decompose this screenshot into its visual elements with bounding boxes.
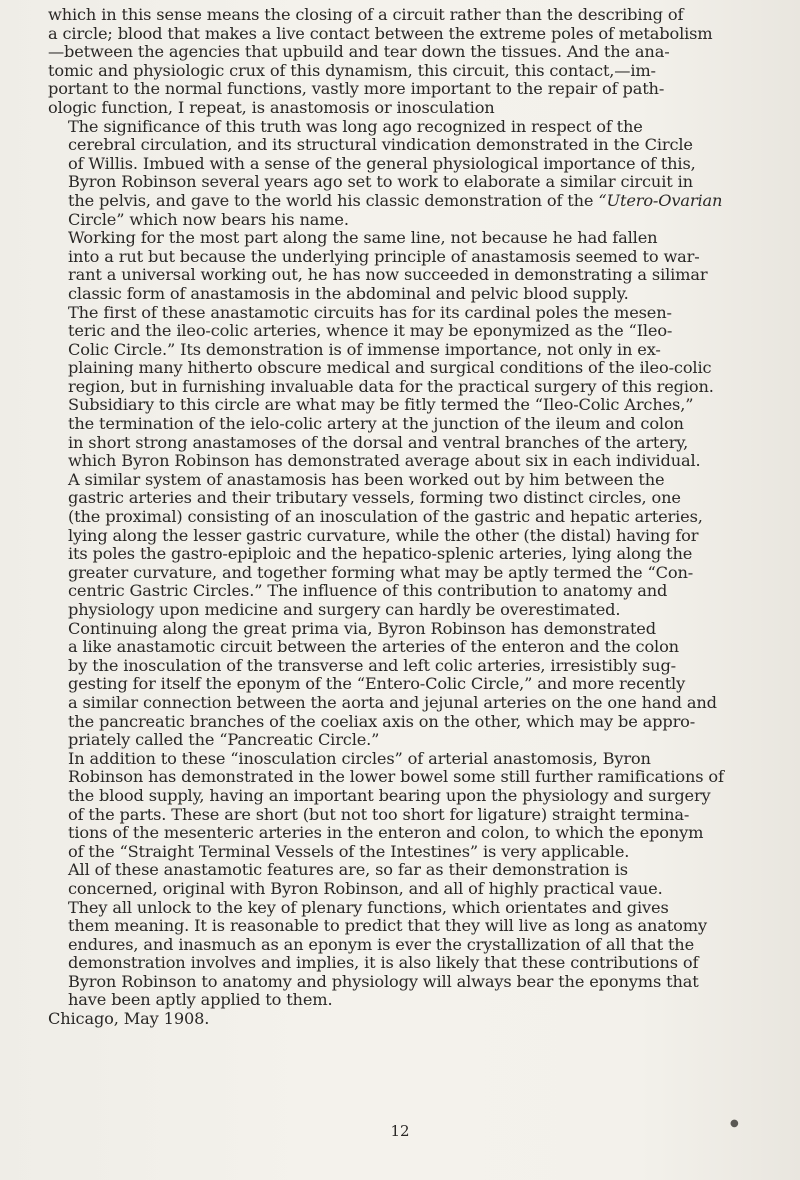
dateline	[48, 1010, 796, 1029]
text-line: greater curvature, and together forming what may be aptly termed the “Con-	[68, 562, 694, 582]
text-line: Colic Circle.” Its demonstration is of immense importance, not only in ex-	[68, 339, 661, 359]
text-line: a circle; blood that makes a live contact between the extreme poles of metabolism	[48, 23, 713, 43]
text-line: concerned, original with Byron Robinson, and all of highly practical vaue.	[68, 878, 663, 898]
text-line: region, but in furnishing invaluable data for the practical surgery of this region.	[68, 376, 714, 396]
text-line: tions of the mesenteric arteries in the enteron and colon, to which the eponym	[68, 823, 704, 843]
text-line: into a rut but because the underlying principle of anastamosis seemed to war-	[68, 246, 700, 266]
text-line: a like anastamotic circuit between the arteries of the enteron and the colon	[68, 637, 679, 657]
text-line: centric Gastric Circles.” The influence of this contribution to anatomy and	[68, 581, 668, 601]
paragraph-8	[48, 861, 796, 1010]
text-line: physiology upon medicine and surgery can hardly be overestimated.	[68, 600, 621, 619]
text-line: A similar system of anastamosis has been worked out by him between the	[68, 469, 665, 489]
text-line: Byron Robinson to anatomy and physiology will always bear the eponyms that	[68, 971, 699, 991]
text-line: of the parts. These are short (but not too short for ligature) straight termina-	[68, 804, 690, 824]
paragraph-6	[48, 620, 796, 750]
text-line: priately called the “Pancreatic Circle.”	[68, 730, 380, 750]
text-line: demonstration involves and implies, it is also likely that these contributions of	[68, 953, 699, 973]
text-line: the termination of the ielo-colic artery at the junction of the ileum and colon	[68, 414, 684, 434]
paragraph-2	[48, 118, 796, 230]
text-line: tomic and physiologic crux of this dynamism, this circuit, this contact,—im-	[48, 60, 656, 80]
text-line: teric and the ileo-colic arteries, whence it may be eponymized as the “Ileo-	[68, 321, 673, 341]
text-line: Subsidiary to this circle are what may be fitly termed the “Ileo-Colic Arches,”	[68, 395, 694, 415]
text-line: All of these anastamotic features are, so far as their demonstration is	[68, 860, 628, 880]
text-line: in short strong anastamoses of the dorsal and ventral branches of the artery,	[68, 432, 689, 452]
text-line: cerebral circulation, and its structural vindication demonstrated in the Circle	[68, 135, 693, 155]
text-line: have been aptly applied to them.	[68, 990, 333, 1010]
text-line: Working for the most part along the same line, not because he had fallen	[68, 228, 658, 248]
text-line: which Byron Robinson has demonstrated average about six in each individual.	[68, 451, 701, 471]
text-line: classic form of anastamosis in the abdominal and pelvic blood supply.	[68, 283, 629, 303]
page-number: 12	[390, 1122, 410, 1140]
text-line: portant to the normal functions, vastly more important to the repair of path-	[48, 79, 665, 99]
text-line: of Willis. Imbued with a sense of the general physiological importance of this,	[68, 153, 696, 173]
text-line: its poles the gastro-epiploic and the hepatico-splenic arteries, lying along the	[68, 544, 693, 564]
text-line: lying along the lesser gastric curvature, while the other (the distal) having for	[68, 525, 699, 545]
text-line-start: the pelvis, and gave to the world his classic demonstration of the	[68, 190, 599, 210]
text-line: Byron Robinson several years ago set to work to elaborate a similar circuit in	[68, 172, 693, 192]
emphasis-utero-ovarian: “Utero-Ovarian	[598, 190, 723, 210]
paragraph-1	[48, 6, 796, 118]
text-line: The significance of this truth was long ago recognized in respect of the	[68, 116, 643, 136]
text-line: Continuing along the great prima via, Byron Robinson has demonstrated	[68, 618, 656, 638]
text-line: gesting for itself the eponym of the “Entero-Colic Circle,” and more recently	[68, 674, 686, 694]
paragraph-4	[48, 304, 796, 471]
text-line: ologic function, I repeat, is anastomosis or inosculation	[48, 97, 495, 117]
body-text	[48, 6, 796, 1029]
text-line: —between the agencies that upbuild and tear down the tissues. And the ana-	[48, 42, 670, 62]
text-line: rant a universal working out, he has now succeeded in demonstrating a silimar	[68, 265, 708, 285]
text-line: Robinson has demonstrated in the lower bowel some still further ramifications of	[68, 767, 724, 787]
paragraph-7	[48, 750, 796, 862]
text-line: by the inosculation of the transverse and left colic arteries, irresistibly sug-	[68, 655, 676, 675]
text-line: a similar connection between the aorta and jejunal arteries on the one hand and	[68, 692, 717, 712]
text-line: Circle” which now bears his name.	[68, 209, 349, 229]
text-line: which in this sense means the closing of a circuit rather than the describing of	[48, 5, 684, 24]
text-line: gastric arteries and their tributary vessels, forming two distinct circles, one	[68, 488, 681, 508]
ink-speck: ●	[730, 1118, 739, 1129]
paragraph-5	[48, 471, 796, 620]
text-line: They all unlock to the key of plenary functions, which orientates and gives	[68, 897, 669, 917]
text-line	[48, 192, 796, 211]
text-line: of the “Straight Terminal Vessels of the Intestines” is very applicable.	[68, 841, 630, 861]
text-line: (the proximal) consisting of an inosculation of the gastric and hepatic arteries,	[68, 507, 703, 527]
text-line: endures, and inasmuch as an eponym is ever the crystallization of all that the	[68, 934, 695, 954]
text-line: plaining many hitherto obscure medical and surgical conditions of the ileo-colic	[68, 358, 712, 378]
paragraph-3	[48, 229, 796, 303]
text-line: In addition to these “inosculation circles” of arterial anastomosis, Byron	[68, 748, 651, 768]
text-line: The first of these anastamotic circuits has for its cardinal poles the mesen-	[68, 302, 672, 322]
text-line: them meaning. It is reasonable to predict that they will live as long as anatomy	[68, 916, 707, 936]
text-line: the pancreatic branches of the coeliax axis on the other, which may be appro-	[68, 711, 696, 731]
text-line: the blood supply, having an important bearing upon the physiology and surgery	[68, 785, 711, 805]
dateline-text: Chicago, May 1908.	[48, 1009, 210, 1029]
